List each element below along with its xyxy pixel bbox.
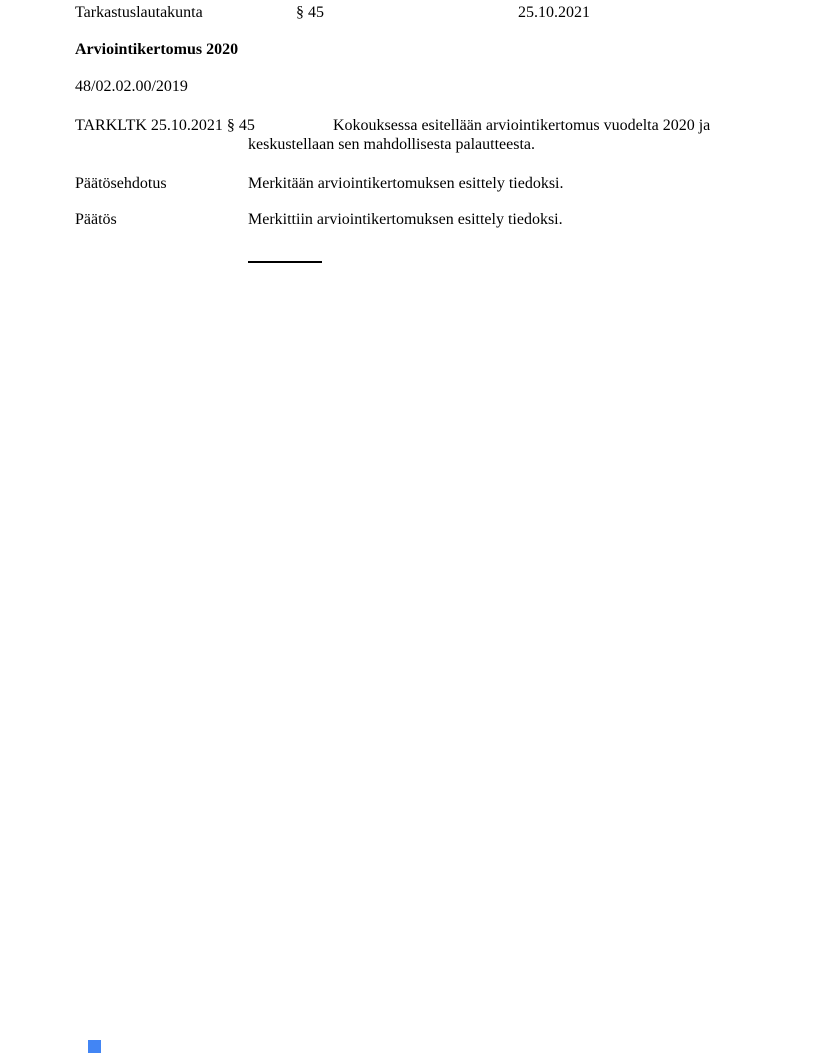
signature-line	[248, 261, 322, 263]
diary-number: 48/02.02.00/2019	[75, 78, 188, 95]
proposal-text: Merkitään arviointikertomuksen esittely tiedoksi.	[248, 175, 564, 192]
proposal-label: Päätösehdotus	[75, 175, 167, 192]
document-date: 25.10.2021	[518, 4, 590, 21]
blue-square-marker-icon	[88, 1040, 101, 1053]
section-number: § 45	[296, 4, 324, 21]
agenda-reference: TARKLTK 25.10.2021 § 45	[75, 117, 255, 134]
decision-label: Päätös	[75, 211, 117, 228]
document-title: Arviointikertomus 2020	[75, 41, 239, 58]
agenda-description-line-2: keskustellaan sen mahdollisesta palautteesta.	[248, 136, 536, 153]
agenda-description-line-1: Kokouksessa esitellään arviointikertomus vuodelta 2020 ja	[333, 117, 711, 134]
decision-text: Merkittiin arviointikertomuksen esittely tiedoksi.	[248, 211, 563, 228]
committee-name: Tarkastuslautakunta	[75, 4, 203, 21]
